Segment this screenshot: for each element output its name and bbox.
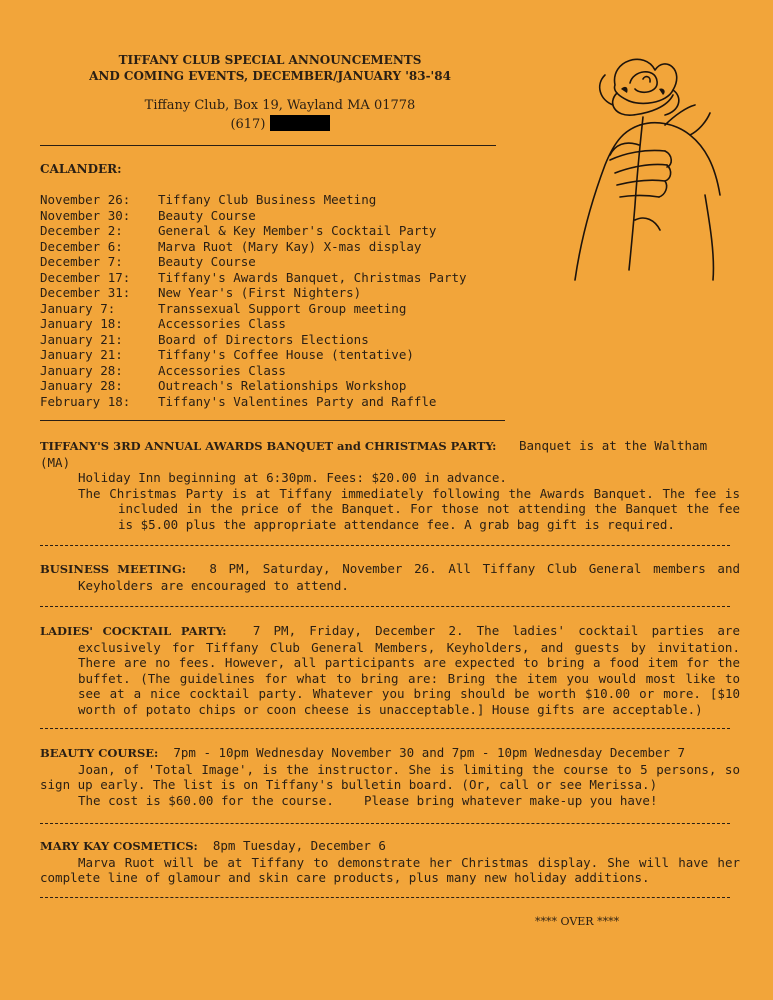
calendar-event: Beauty Course: [158, 254, 256, 269]
phone-line: [100, 115, 460, 134]
mary-kay-label: MARY KAY COSMETICS:: [40, 839, 198, 853]
christmas-party-text: The Christmas Party is at Tiffany immediately following the Awards Banquet. The fee is included in the price of the Banquet. For those not attending the Banquet the fee is $5.00 plus the appropriate attendance fee. A grab bag gift is required.: [78, 485, 740, 532]
calendar-event: Marva Ruot (Mary Kay) X-mas display: [158, 238, 422, 254]
header-divider: [40, 145, 496, 146]
calendar-date: January 18:: [40, 316, 123, 331]
calendar-item: [40, 254, 467, 270]
calendar-item: [40, 239, 467, 255]
calendar-date: January 28:: [40, 362, 123, 378]
calendar-date: January 21:: [40, 331, 123, 347]
mary-kay-section: [40, 838, 740, 886]
section-divider: [40, 606, 730, 607]
calendar-date: January 7:: [40, 300, 116, 316]
calendar-event: Tiffany Club Business Meeting: [158, 192, 377, 207]
calendar-event: Board of Directors Elections: [158, 331, 369, 347]
calendar-event: Accessories Class: [158, 362, 286, 378]
calendar-event: General & Key Member's Cocktail Party: [158, 223, 437, 238]
section-divider: [40, 545, 730, 546]
section-divider: [40, 897, 730, 898]
calendar-date: February 18:: [40, 393, 131, 409]
calendar-item: [40, 378, 467, 394]
calendar-date: November 30:: [40, 207, 131, 223]
calendar-date: December 31:: [40, 285, 131, 300]
beauty-course-section: [40, 745, 740, 808]
calendar-event: Outreach's Relationships Workshop: [158, 378, 407, 393]
calendar-event: New Year's (First Nighters): [158, 285, 362, 300]
section-divider: [40, 823, 730, 824]
calendar-date: November 26:: [40, 192, 131, 207]
business-meeting-text: 8 PM, Saturday, November 26. All Tiffany Club General members and Keyholders are encouraged to attend.: [78, 561, 740, 593]
mary-kay-time: 8pm Tuesday, December 6: [212, 838, 386, 853]
calendar-item: [40, 316, 467, 332]
rose-in-hand-illustration: [555, 45, 735, 285]
calendar-item: [40, 332, 467, 348]
calendar-event: Transsexual Support Group meeting: [158, 300, 407, 316]
beauty-course-label: BEAUTY COURSE:: [40, 746, 159, 760]
calendar-item: [40, 363, 467, 379]
cocktail-party-text: 7 PM, Friday, December 2. The ladies' cocktail parties are exclusively for Tiffany Club General Members, Keyholders, and guests by invitation. There are no fees. However, all participants are expected to bring a food item for the buffet. (The guidelines for what to bring are: Bring the item you would most like to see at a nice cocktail party. Whatever you bring should be worth $10.00 or more. [$10 worth of potato chips or coon cheese is unacceptable.] House gifts are acceptable.): [78, 623, 740, 717]
calendar-heading: CALANDER:: [40, 162, 122, 176]
calendar-list: [40, 192, 467, 409]
calendar-item: [40, 223, 467, 239]
section-divider: [40, 728, 730, 729]
calendar-event: Tiffany's Coffee House (tentative): [158, 347, 414, 362]
calendar-item: [40, 394, 467, 410]
calendar-item: [40, 192, 467, 208]
calendar-divider: [40, 420, 505, 421]
banquet-location: Banquet is at the Waltham (MA): [40, 438, 708, 470]
calendar-event: Tiffany's Valentines Party and Raffle: [158, 393, 437, 409]
beauty-course-text: Joan, of 'Total Image', is the instructor. She is limiting the course to 5 persons, so sign up early. The list is on Tiffany's bulletin board. (Or, call or see Merissa.): [40, 761, 740, 792]
title-line-1: TIFFANY CLUB SPECIAL ANNOUNCEMENTS: [118, 53, 422, 67]
calendar-date: December 17:: [40, 269, 131, 285]
beauty-course-times: 7pm - 10pm Wednesday November 30 and 7pm - 10pm Wednesday December 7: [173, 745, 686, 760]
calendar-date: December 7:: [40, 254, 123, 269]
calendar-item: [40, 347, 467, 363]
cocktail-party-section: [40, 623, 740, 717]
beauty-course-note: Please bring whatever make-up you have!: [363, 792, 658, 808]
business-meeting-section: [40, 561, 740, 593]
banquet-time-fees: Holiday Inn beginning at 6:30pm. Fees: $20.00 in advance.: [78, 470, 507, 485]
beauty-course-cost: The cost is $60.00 for the course.: [78, 792, 334, 808]
mary-kay-text: Marva Ruot will be at Tiffany to demonstrate her Christmas display. She will have her complete line of glamour and skin care products, plus many new holiday additions.: [40, 854, 740, 885]
banquet-label: TIFFANY'S 3RD ANNUAL AWARDS BANQUET and CHRISTMAS PARTY:: [40, 439, 497, 453]
calendar-date: December 2:: [40, 223, 123, 238]
calendar-event: Accessories Class: [158, 316, 286, 331]
calendar-event: Tiffany's Awards Banquet, Christmas Party: [158, 269, 467, 285]
business-meeting-label: BUSINESS MEETING:: [40, 562, 186, 576]
calendar-date: December 6:: [40, 238, 123, 254]
title-line-2: AND COMING EVENTS, DECEMBER/JANUARY '83-'84: [89, 69, 451, 83]
calendar-date: January 21:: [40, 347, 123, 362]
calendar-item: [40, 301, 467, 317]
banquet-section: [40, 438, 740, 532]
cocktail-party-label: LADIES' COCKTAIL PARTY:: [40, 624, 227, 638]
calendar-item: [40, 208, 467, 224]
calendar-item: [40, 270, 467, 286]
calendar-event: Beauty Course: [158, 207, 256, 223]
redacted-phone-bar: [270, 115, 330, 131]
address-line: Tiffany Club, Box 19, Wayland MA 01778: [144, 98, 416, 113]
calendar-date: January 28:: [40, 378, 123, 393]
club-address: [100, 97, 460, 134]
calendar-item: [40, 285, 467, 301]
over-note: **** OVER ****: [535, 915, 620, 928]
phone-prefix: (617): [230, 117, 266, 132]
page-title: [80, 52, 460, 84]
